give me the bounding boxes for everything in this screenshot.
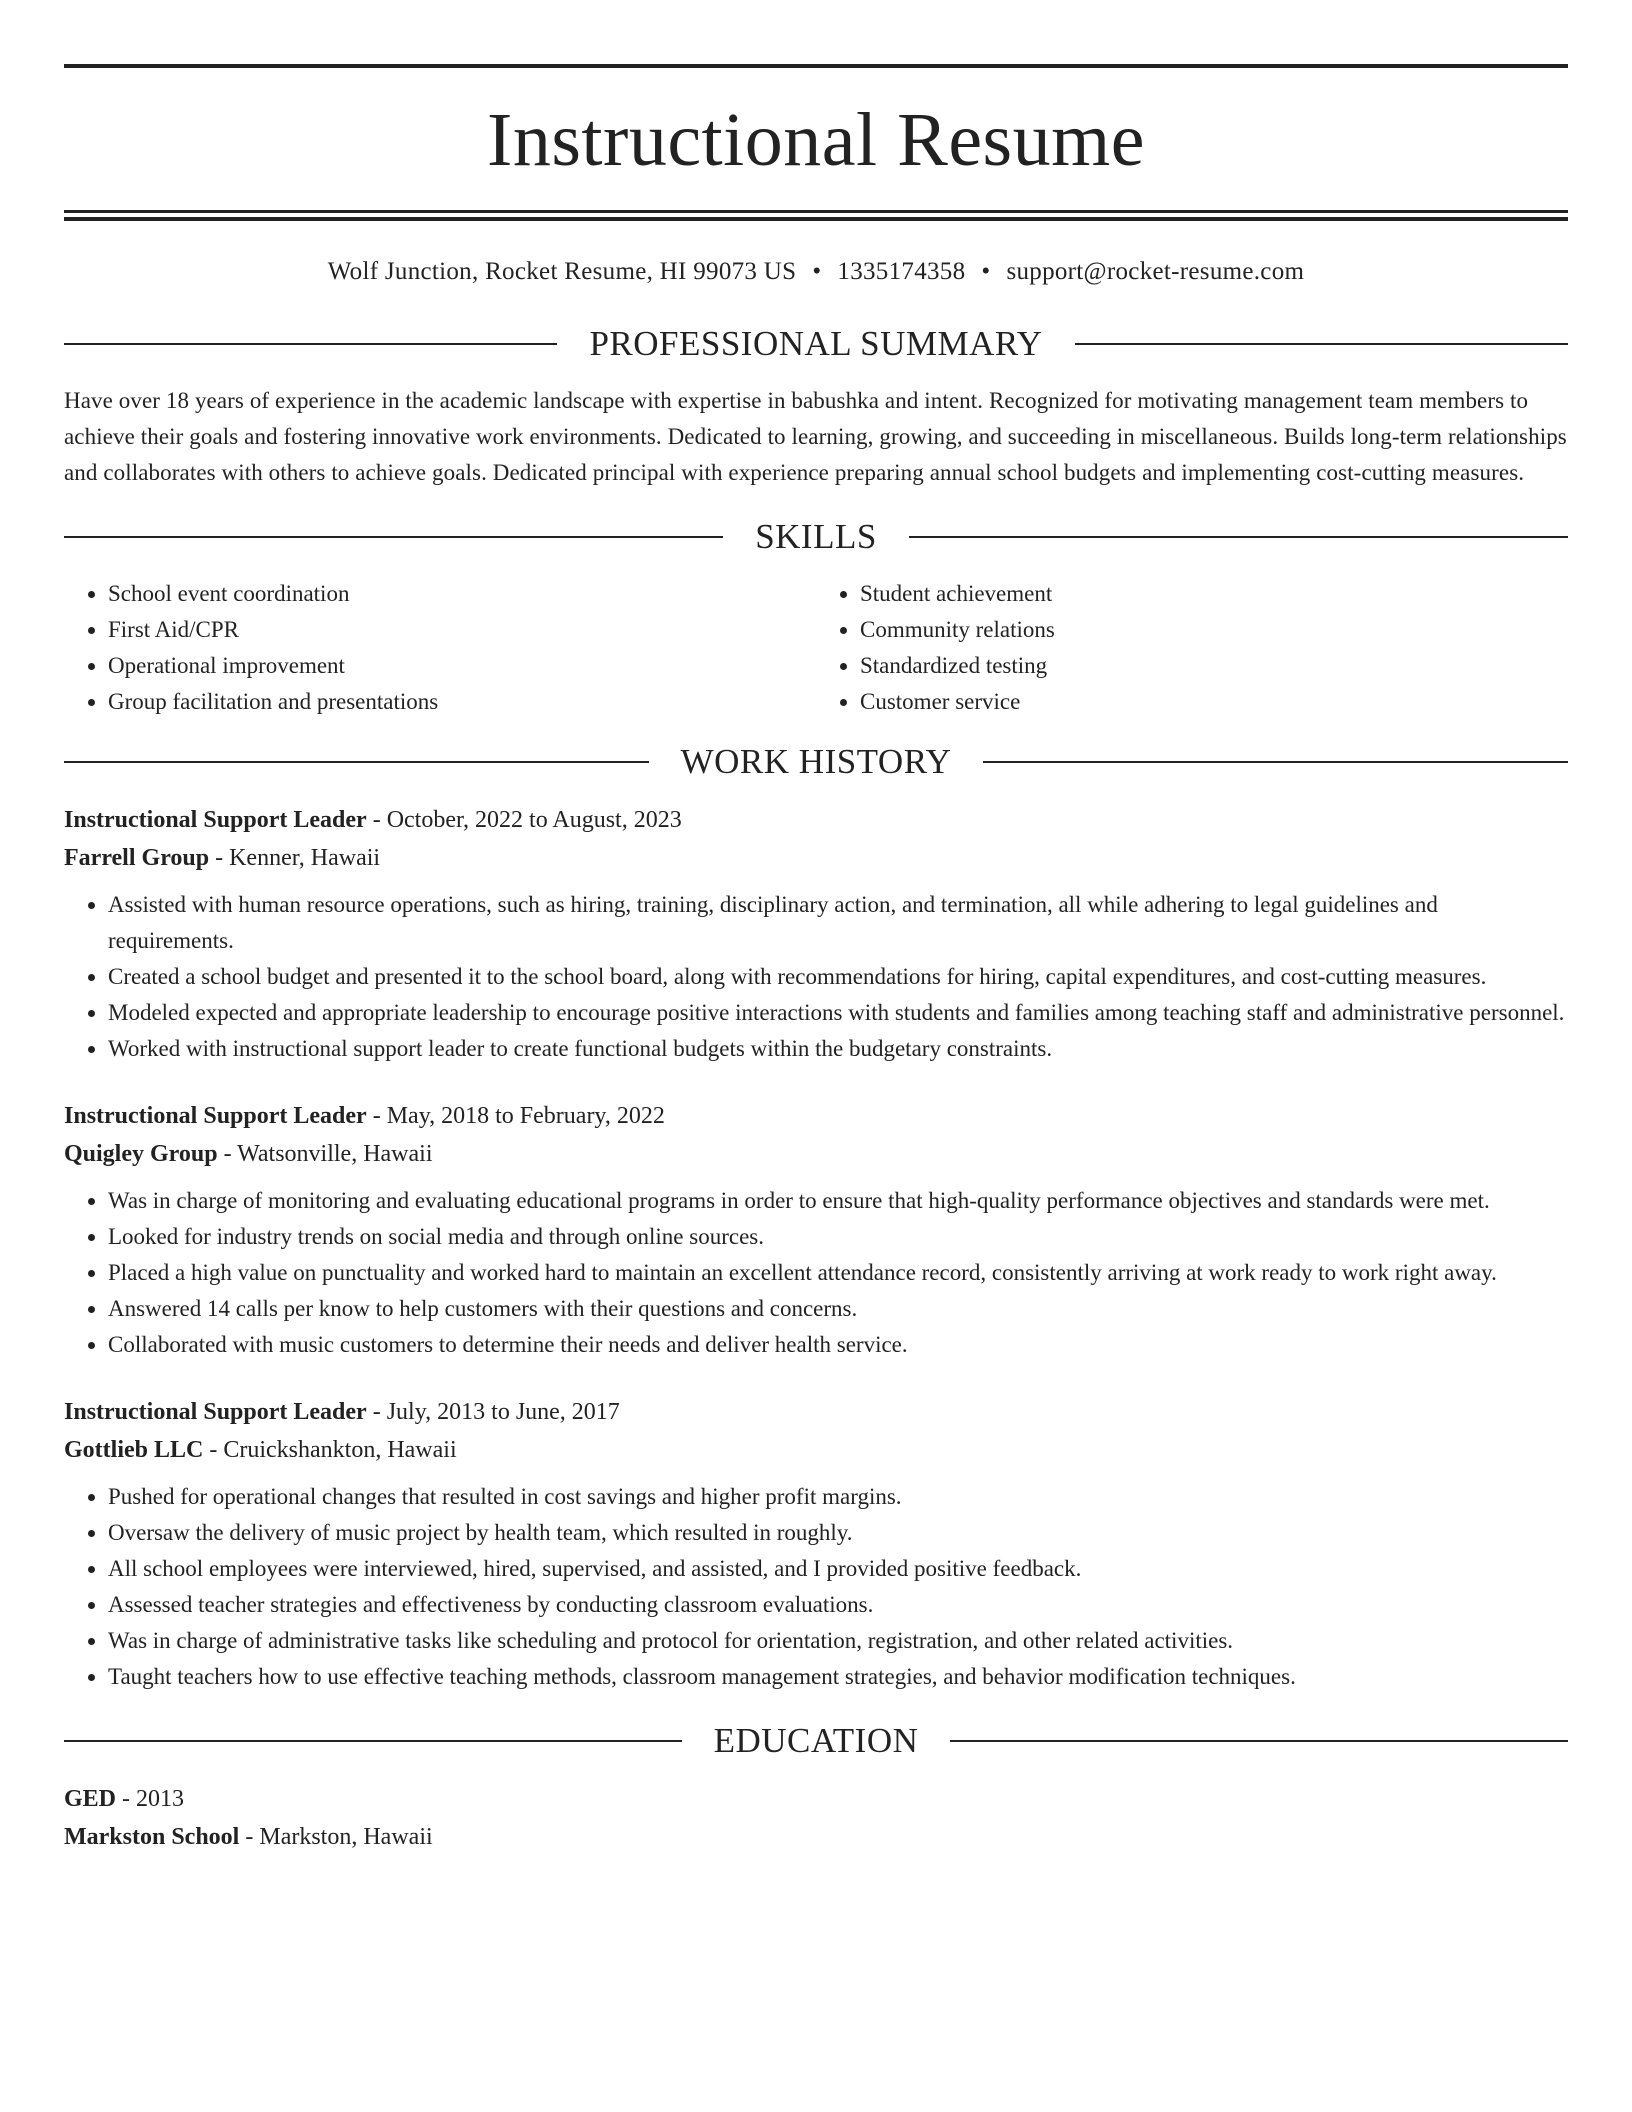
skill-item: • School event coordination	[108, 576, 816, 612]
contact-address: Wolf Junction, Rocket Resume, HI 99073 US	[327, 258, 797, 285]
work-heading-label: WORK HISTORY	[680, 742, 952, 781]
job-entry	[64, 1097, 1568, 1363]
summary-text: Have over 18 years of experience in the academic landscape with expertise in babushka and intent. Recognized for motivating management team members to achieve their goals and fostering innovative work environments. Dedicated to learning, growing, and succeeding in miscellaneous. Builds long-term relationships and collaborates with others to achieve goals. Dedicated principal with experience preparing annual school budgets and implementing cost-cutting measures.	[64, 388, 1567, 485]
resume-title: Instructional Resume	[487, 98, 1145, 182]
education-degree: GED	[64, 1786, 117, 1812]
job-bullet: • Created a school budget and presented it to the school board, along with recommendations for hiring, capital expenditures, and cost-cutting measures.	[108, 959, 1568, 995]
job-bullet: • Placed a high value on punctuality and worked hard to maintain an excellent attendance record, consistently arriving at work ready to work right away.	[108, 1255, 1568, 1291]
skill-item: • Customer service	[860, 684, 1568, 720]
education-school: Markston School	[64, 1824, 240, 1850]
heading-rule-right	[1075, 343, 1568, 345]
education-school-line	[64, 1818, 1568, 1856]
title-double-rule	[64, 210, 1568, 221]
job-dates: - May, 2018 to February, 2022	[366, 1103, 665, 1129]
skill-item: • Student achievement	[860, 576, 1568, 612]
job-entry	[64, 1393, 1568, 1695]
job-title: Instructional Support Leader	[64, 1399, 367, 1425]
job-bullet: • Assessed teacher strategies and effectiveness by conducting classroom evaluations.	[108, 1587, 1568, 1623]
job-title: Instructional Support Leader	[64, 1103, 367, 1129]
contact-email: support@rocket-resume.com	[1006, 258, 1305, 285]
job-bullets	[64, 1479, 1568, 1695]
contact-line	[64, 259, 1568, 284]
job-bullet: • Worked with instructional support leader to create functional budgets within the budgetary constraints.	[108, 1031, 1568, 1067]
summary-heading-label: PROFESSIONAL SUMMARY	[589, 324, 1043, 363]
top-rule	[64, 64, 1568, 68]
skill-item: • First Aid/CPR	[108, 612, 816, 648]
job-bullet: • Looked for industry trends on social media and through online sources.	[108, 1219, 1568, 1255]
job-company: Gottlieb LLC	[64, 1437, 204, 1463]
job-bullet: • Answered 14 calls per know to help customers with their questions and concerns.	[108, 1291, 1568, 1327]
job-location: - Watsonville, Hawaii	[217, 1141, 433, 1167]
job-dates: - July, 2013 to June, 2017	[366, 1399, 620, 1425]
heading-rule-left	[64, 1740, 682, 1742]
job-bullet: • Modeled expected and appropriate leadership to encourage positive interactions with students and families among teaching staff and administrative personnel.	[108, 995, 1568, 1031]
skill-item: • Operational improvement	[108, 648, 816, 684]
work-heading	[64, 744, 1568, 779]
skills-heading	[64, 519, 1568, 554]
skills-column-right	[816, 576, 1568, 720]
education-heading-label: EDUCATION	[713, 1721, 919, 1760]
job-title: Instructional Support Leader	[64, 807, 367, 833]
job-company-line	[64, 1135, 1568, 1173]
heading-rule-right	[983, 761, 1568, 763]
job-bullets	[64, 887, 1568, 1067]
skills-heading-label: SKILLS	[755, 517, 877, 556]
job-location: - Cruickshankton, Hawaii	[203, 1437, 457, 1463]
job-title-line	[64, 801, 1568, 839]
job-bullet: • Pushed for operational changes that resulted in cost savings and higher profit margins.	[108, 1479, 1568, 1515]
contact-phone: 1335174358	[837, 258, 966, 285]
job-bullet: • Oversaw the delivery of music project by health team, which resulted in roughly.	[108, 1515, 1568, 1551]
job-title-line	[64, 1393, 1568, 1431]
job-entry	[64, 801, 1568, 1067]
education-location: - Markston, Hawaii	[239, 1824, 433, 1850]
job-location: - Kenner, Hawaii	[209, 845, 381, 871]
skills-column-left	[64, 576, 816, 720]
job-title-line	[64, 1097, 1568, 1135]
education-year: - 2013	[116, 1786, 185, 1812]
job-bullet: • Assisted with human resource operations, such as hiring, training, disciplinary action, and termination, all while adhering to legal guidelines and requirements.	[108, 887, 1568, 959]
job-company-line	[64, 1431, 1568, 1469]
job-bullets	[64, 1183, 1568, 1363]
job-dates: - October, 2022 to August, 2023	[366, 807, 682, 833]
job-bullet: • Collaborated with music customers to determine their needs and deliver health service.	[108, 1327, 1568, 1363]
job-bullet: • Was in charge of administrative tasks like scheduling and protocol for orientation, registration, and other related activities.	[108, 1623, 1568, 1659]
job-bullet: • Taught teachers how to use effective teaching methods, classroom management strategies, and behavior modification techniques.	[108, 1659, 1568, 1695]
job-company: Farrell Group	[64, 845, 210, 871]
job-company: Quigley Group	[64, 1141, 218, 1167]
heading-rule-left	[64, 761, 649, 763]
education-degree-line	[64, 1780, 1568, 1818]
job-company-line	[64, 839, 1568, 877]
heading-rule-right	[909, 536, 1568, 538]
contact-separator: •	[981, 258, 991, 285]
summary-heading	[64, 326, 1568, 361]
skill-item: • Group facilitation and presentations	[108, 684, 816, 720]
contact-separator: •	[812, 258, 822, 285]
heading-rule-left	[64, 536, 723, 538]
skills-list	[64, 576, 1568, 720]
education-heading	[64, 1723, 1568, 1758]
skill-item: • Community relations	[860, 612, 1568, 648]
job-bullet: • Was in charge of monitoring and evaluating educational programs in order to ensure that high-quality performance objectives and standards were met.	[108, 1183, 1568, 1219]
job-bullet: • All school employees were interviewed, hired, supervised, and assisted, and I provided positive feedback.	[108, 1551, 1568, 1587]
skill-item: • Standardized testing	[860, 648, 1568, 684]
heading-rule-right	[950, 1740, 1568, 1742]
heading-rule-left	[64, 343, 557, 345]
